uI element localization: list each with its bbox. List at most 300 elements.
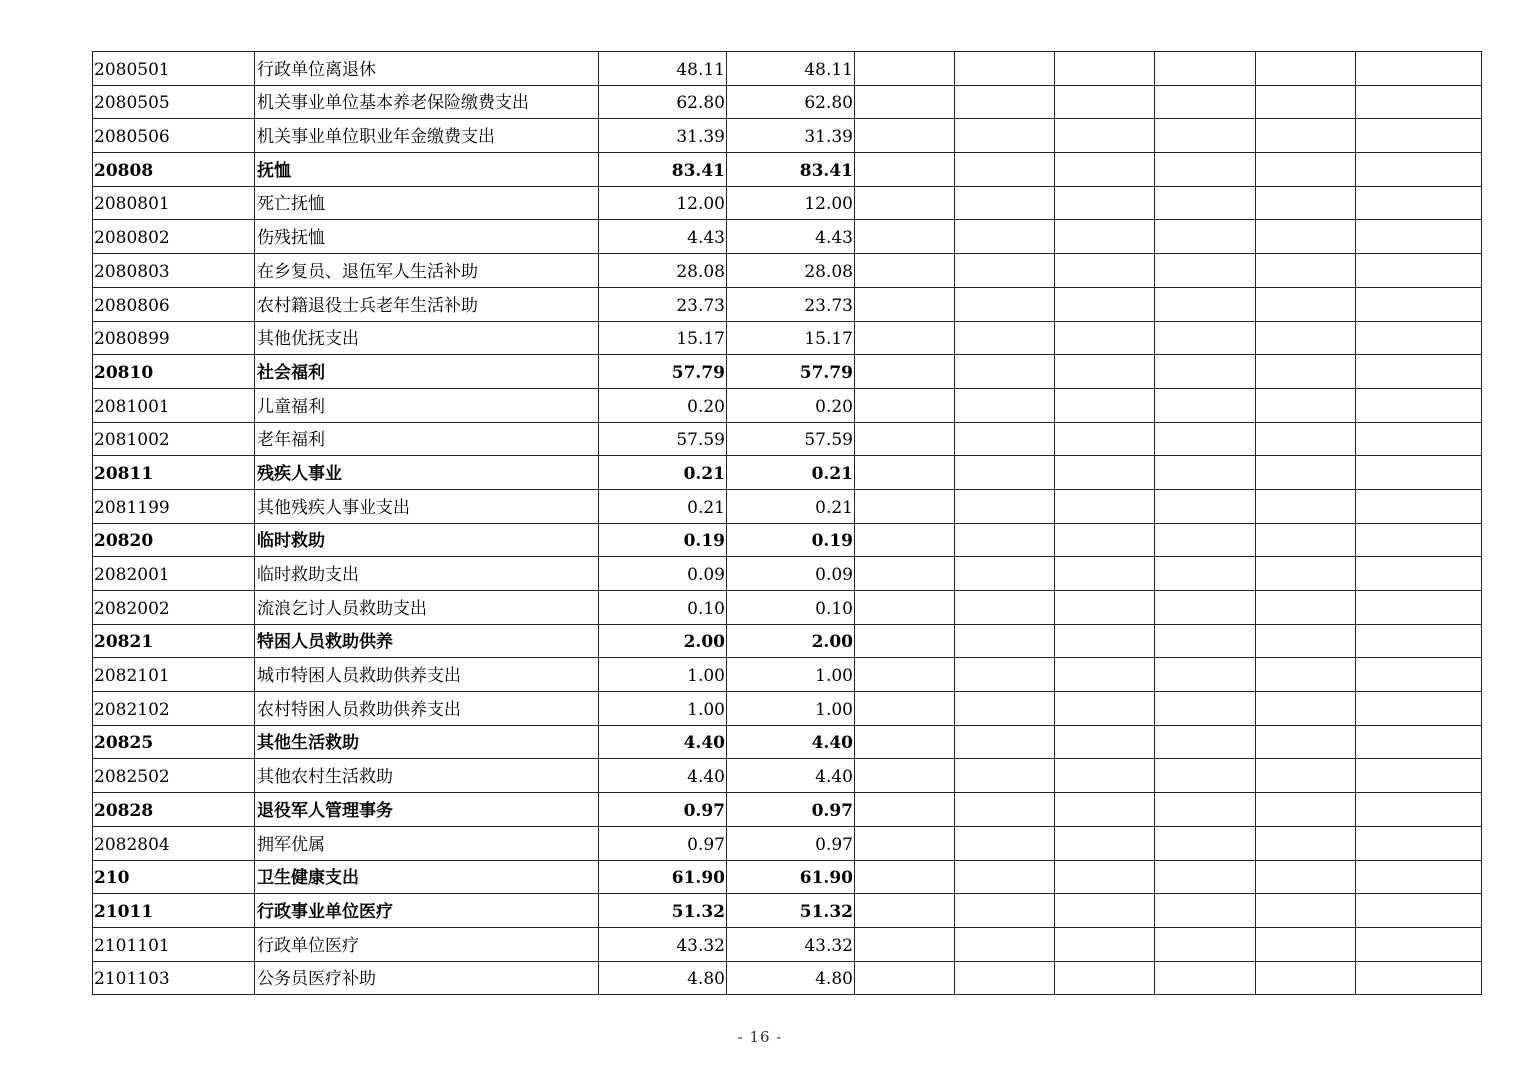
row-code: 21011 [93,894,255,928]
empty-cell [1356,186,1482,220]
empty-cell [1256,220,1356,254]
empty-cell [1356,624,1482,658]
empty-cell [1256,422,1356,456]
row-value-2: 4.43 [727,220,855,254]
row-value-2: 0.20 [727,388,855,422]
empty-cell [955,692,1055,726]
row-name: 残疾人事业 [255,456,599,490]
empty-cell [1055,860,1155,894]
row-code: 2082101 [93,658,255,692]
empty-cell [955,355,1055,389]
empty-cell [1356,692,1482,726]
table-row [93,894,1482,928]
empty-cell [855,557,955,591]
row-value-2: 57.79 [727,355,855,389]
row-code: 20820 [93,523,255,557]
row-name: 农村籍退役士兵老年生活补助 [255,287,599,321]
row-name: 流浪乞讨人员救助支出 [255,591,599,625]
row-name: 其他生活救助 [255,725,599,759]
row-value-2: 4.80 [727,961,855,995]
table-row [93,523,1482,557]
empty-cell [955,591,1055,625]
empty-cell [1256,52,1356,86]
row-name: 老年福利 [255,422,599,456]
empty-cell [855,422,955,456]
empty-cell [1055,456,1155,490]
row-value-1: 62.80 [599,85,727,119]
row-value-2: 0.10 [727,591,855,625]
row-code: 20821 [93,624,255,658]
row-value-1: 57.79 [599,355,727,389]
row-code: 2082002 [93,591,255,625]
empty-cell [955,287,1055,321]
row-code: 2101103 [93,961,255,995]
empty-cell [955,422,1055,456]
row-name: 抚恤 [255,153,599,187]
table-row [93,591,1482,625]
empty-cell [1055,961,1155,995]
row-value-1: 0.19 [599,523,727,557]
empty-cell [1356,489,1482,523]
empty-cell [955,826,1055,860]
row-code: 2080802 [93,220,255,254]
empty-cell [955,961,1055,995]
empty-cell [855,624,955,658]
table-row [93,254,1482,288]
empty-cell [955,624,1055,658]
empty-cell [1256,591,1356,625]
empty-cell [1356,557,1482,591]
empty-cell [855,961,955,995]
table-row [93,725,1482,759]
row-name: 行政事业单位医疗 [255,894,599,928]
row-code: 2082001 [93,557,255,591]
empty-cell [955,523,1055,557]
table-row [93,658,1482,692]
row-value-2: 48.11 [727,52,855,86]
empty-cell [1155,826,1256,860]
empty-cell [1055,793,1155,827]
row-value-1: 0.97 [599,826,727,860]
empty-cell [1356,220,1482,254]
row-name: 社会福利 [255,355,599,389]
table-row [93,489,1482,523]
table-row [93,388,1482,422]
row-value-2: 28.08 [727,254,855,288]
empty-cell [1155,759,1256,793]
row-code: 2082804 [93,826,255,860]
empty-cell [1055,254,1155,288]
table-row [93,927,1482,961]
row-name: 退役军人管理事务 [255,793,599,827]
row-value-1: 2.00 [599,624,727,658]
row-name: 公务员医疗补助 [255,961,599,995]
empty-cell [1155,254,1256,288]
table-row [93,860,1482,894]
row-name: 临时救助支出 [255,557,599,591]
empty-cell [1356,658,1482,692]
empty-cell [1356,388,1482,422]
empty-cell [1356,119,1482,153]
empty-cell [1055,523,1155,557]
row-code: 2080501 [93,52,255,86]
empty-cell [1055,894,1155,928]
empty-cell [1055,624,1155,658]
empty-cell [1055,489,1155,523]
empty-cell [1356,422,1482,456]
empty-cell [955,321,1055,355]
empty-cell [1055,119,1155,153]
empty-cell [1256,894,1356,928]
table-row [93,624,1482,658]
empty-cell [1055,85,1155,119]
table-row [93,186,1482,220]
row-value-2: 43.32 [727,927,855,961]
empty-cell [1256,523,1356,557]
row-code: 2080801 [93,186,255,220]
empty-cell [855,692,955,726]
empty-cell [1155,52,1256,86]
empty-cell [1356,961,1482,995]
empty-cell [1155,422,1256,456]
row-value-2: 0.21 [727,456,855,490]
empty-cell [1356,52,1482,86]
empty-cell [1155,456,1256,490]
row-name: 机关事业单位职业年金缴费支出 [255,119,599,153]
table-row [93,153,1482,187]
empty-cell [855,220,955,254]
empty-cell [1256,456,1356,490]
row-value-2: 0.21 [727,489,855,523]
empty-cell [1256,355,1356,389]
empty-cell [1155,658,1256,692]
empty-cell [1356,927,1482,961]
row-value-1: 0.10 [599,591,727,625]
row-value-1: 0.97 [599,793,727,827]
row-name: 其他优抚支出 [255,321,599,355]
table-row [93,52,1482,86]
empty-cell [1256,860,1356,894]
empty-cell [1256,186,1356,220]
empty-cell [1155,961,1256,995]
empty-cell [955,153,1055,187]
row-name: 死亡抚恤 [255,186,599,220]
table-row [93,456,1482,490]
row-name: 特困人员救助供养 [255,624,599,658]
empty-cell [855,489,955,523]
empty-cell [855,927,955,961]
empty-cell [1055,692,1155,726]
row-value-1: 12.00 [599,186,727,220]
empty-cell [1055,826,1155,860]
empty-cell [955,220,1055,254]
row-value-1: 4.40 [599,725,727,759]
row-value-1: 4.80 [599,961,727,995]
table-row [93,692,1482,726]
empty-cell [1256,489,1356,523]
empty-cell [1055,52,1155,86]
empty-cell [1055,557,1155,591]
empty-cell [955,658,1055,692]
empty-cell [955,52,1055,86]
row-name: 其他农村生活救助 [255,759,599,793]
empty-cell [1055,287,1155,321]
row-value-2: 0.97 [727,793,855,827]
empty-cell [1155,186,1256,220]
empty-cell [1356,153,1482,187]
empty-cell [955,85,1055,119]
row-code: 2080899 [93,321,255,355]
empty-cell [855,153,955,187]
table-row [93,759,1482,793]
empty-cell [1055,186,1155,220]
empty-cell [1256,254,1356,288]
table-row [93,793,1482,827]
empty-cell [955,725,1055,759]
empty-cell [1356,591,1482,625]
row-name: 机关事业单位基本养老保险缴费支出 [255,85,599,119]
row-name: 临时救助 [255,523,599,557]
row-value-1: 48.11 [599,52,727,86]
row-value-1: 4.43 [599,220,727,254]
row-value-1: 0.09 [599,557,727,591]
empty-cell [1256,759,1356,793]
empty-cell [955,489,1055,523]
empty-cell [1256,287,1356,321]
empty-cell [855,860,955,894]
empty-cell [1256,388,1356,422]
empty-cell [855,793,955,827]
empty-cell [855,287,955,321]
table-row [93,557,1482,591]
empty-cell [1155,355,1256,389]
row-value-2: 0.09 [727,557,855,591]
row-value-1: 0.21 [599,456,727,490]
empty-cell [955,186,1055,220]
row-value-2: 4.40 [727,725,855,759]
table-row [93,826,1482,860]
empty-cell [1256,826,1356,860]
table-row [93,321,1482,355]
empty-cell [1356,860,1482,894]
table-body [93,52,1482,995]
empty-cell [855,826,955,860]
empty-cell [955,759,1055,793]
row-value-1: 15.17 [599,321,727,355]
row-code: 2082502 [93,759,255,793]
table-row [93,422,1482,456]
empty-cell [1155,894,1256,928]
empty-cell [1155,591,1256,625]
budget-table [92,51,1482,995]
row-value-2: 83.41 [727,153,855,187]
row-value-2: 61.90 [727,860,855,894]
empty-cell [1256,321,1356,355]
row-code: 2081002 [93,422,255,456]
empty-cell [1055,927,1155,961]
row-value-2: 51.32 [727,894,855,928]
empty-cell [1155,119,1256,153]
row-name: 在乡复员、退伍军人生活补助 [255,254,599,288]
empty-cell [1256,692,1356,726]
empty-cell [1256,961,1356,995]
row-code: 20825 [93,725,255,759]
empty-cell [855,321,955,355]
empty-cell [1055,153,1155,187]
empty-cell [955,860,1055,894]
row-value-2: 1.00 [727,658,855,692]
empty-cell [1055,422,1155,456]
row-value-2: 62.80 [727,85,855,119]
empty-cell [1256,119,1356,153]
row-code: 2082102 [93,692,255,726]
empty-cell [1055,658,1155,692]
empty-cell [1155,692,1256,726]
row-value-2: 12.00 [727,186,855,220]
empty-cell [855,658,955,692]
empty-cell [1155,489,1256,523]
row-value-2: 1.00 [727,692,855,726]
row-value-1: 57.59 [599,422,727,456]
row-value-1: 1.00 [599,692,727,726]
empty-cell [1055,725,1155,759]
empty-cell [855,523,955,557]
table-row [93,119,1482,153]
empty-cell [855,254,955,288]
table-row [93,85,1482,119]
row-name: 其他残疾人事业支出 [255,489,599,523]
row-value-1: 83.41 [599,153,727,187]
empty-cell [1256,557,1356,591]
empty-cell [955,388,1055,422]
empty-cell [1356,287,1482,321]
empty-cell [1256,153,1356,187]
table-row [93,355,1482,389]
row-value-1: 43.32 [599,927,727,961]
empty-cell [855,85,955,119]
empty-cell [1356,725,1482,759]
empty-cell [1356,254,1482,288]
row-value-1: 28.08 [599,254,727,288]
empty-cell [855,725,955,759]
table-row [93,220,1482,254]
row-value-2: 0.97 [727,826,855,860]
row-code: 2101101 [93,927,255,961]
empty-cell [955,557,1055,591]
empty-cell [955,254,1055,288]
row-name: 行政单位医疗 [255,927,599,961]
page-number: - 16 - [737,1028,783,1046]
empty-cell [1356,793,1482,827]
row-name: 农村特困人员救助供养支出 [255,692,599,726]
row-code: 2080506 [93,119,255,153]
empty-cell [955,927,1055,961]
row-code: 20810 [93,355,255,389]
row-value-1: 31.39 [599,119,727,153]
row-name: 拥军优属 [255,826,599,860]
empty-cell [1356,759,1482,793]
empty-cell [1356,894,1482,928]
row-code: 2080803 [93,254,255,288]
row-code: 20828 [93,793,255,827]
row-value-2: 0.19 [727,523,855,557]
empty-cell [855,52,955,86]
empty-cell [1155,860,1256,894]
empty-cell [855,759,955,793]
empty-cell [1155,153,1256,187]
empty-cell [1155,557,1256,591]
row-value-1: 23.73 [599,287,727,321]
row-value-1: 1.00 [599,658,727,692]
empty-cell [955,456,1055,490]
empty-cell [1356,85,1482,119]
empty-cell [1155,220,1256,254]
row-name: 卫生健康支出 [255,860,599,894]
empty-cell [1155,523,1256,557]
row-value-2: 2.00 [727,624,855,658]
row-value-1: 61.90 [599,860,727,894]
empty-cell [1155,793,1256,827]
empty-cell [955,793,1055,827]
row-code: 2080505 [93,85,255,119]
empty-cell [1356,321,1482,355]
empty-cell [1256,624,1356,658]
row-value-2: 4.40 [727,759,855,793]
empty-cell [1155,85,1256,119]
row-code: 2081001 [93,388,255,422]
table-row [93,287,1482,321]
empty-cell [855,591,955,625]
row-value-1: 0.21 [599,489,727,523]
empty-cell [1055,388,1155,422]
row-code: 2081199 [93,489,255,523]
empty-cell [1356,523,1482,557]
row-name: 行政单位离退休 [255,52,599,86]
row-value-2: 57.59 [727,422,855,456]
empty-cell [855,456,955,490]
empty-cell [855,186,955,220]
empty-cell [1055,591,1155,625]
empty-cell [855,119,955,153]
empty-cell [855,894,955,928]
empty-cell [855,355,955,389]
empty-cell [855,388,955,422]
row-name: 伤残抚恤 [255,220,599,254]
empty-cell [1356,456,1482,490]
row-name: 城市特困人员救助供养支出 [255,658,599,692]
empty-cell [1356,355,1482,389]
empty-cell [1155,624,1256,658]
empty-cell [1256,725,1356,759]
empty-cell [1356,826,1482,860]
empty-cell [1055,321,1155,355]
table-row [93,961,1482,995]
empty-cell [1155,927,1256,961]
empty-cell [1155,725,1256,759]
row-code: 210 [93,860,255,894]
row-value-2: 15.17 [727,321,855,355]
row-value-1: 51.32 [599,894,727,928]
empty-cell [1055,220,1155,254]
empty-cell [1155,287,1256,321]
empty-cell [1155,388,1256,422]
empty-cell [1256,85,1356,119]
row-value-2: 31.39 [727,119,855,153]
empty-cell [1256,793,1356,827]
row-value-1: 0.20 [599,388,727,422]
row-value-1: 4.40 [599,759,727,793]
row-value-2: 23.73 [727,287,855,321]
